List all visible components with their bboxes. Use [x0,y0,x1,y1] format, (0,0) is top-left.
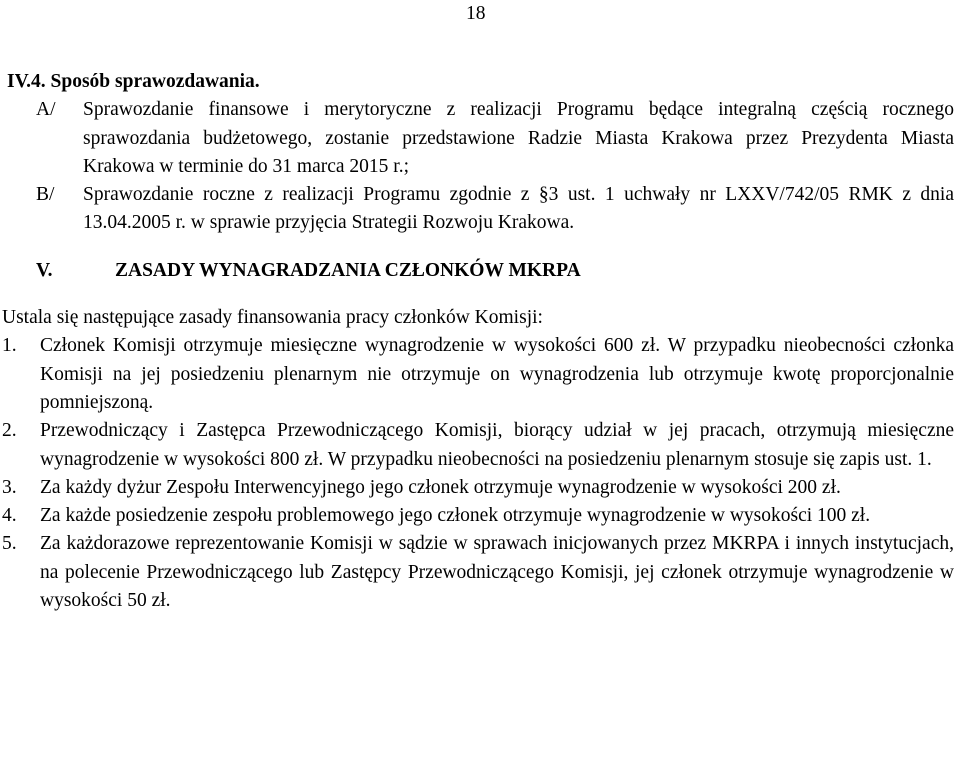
section-v-item-5 [2,530,954,615]
item-text: Za każdy dyżur Zespołu Interwencyjnego jego członek otrzymuje wynagrodzenie w wysokości 200 zł. [40,476,841,498]
item-marker: B/ [36,184,55,206]
section-v-item-1 [2,332,954,417]
section-v-marker: V. [36,259,53,281]
section-v-title: ZASADY WYNAGRADZANIA CZŁONKÓW MKRPA [115,259,581,281]
item-marker: 2. [2,420,17,442]
section-v-item-3 [2,474,954,502]
section-iv-item-a [36,96,954,181]
item-text: Sprawozdanie finansowe i merytoryczne z realizacji Programu będące integralną częścią rocznego sprawozdania budżetowego, zostanie przedstawione Radzie Miasta Krakowa przez Prezydenta Miasta Krakowa w terminie do 31 marca 2015 r.; [83,99,954,177]
document-body [2,68,954,615]
section-v-heading [36,257,954,285]
item-text: Za każdorazowe reprezentowanie Komisji w sądzie w sprawach inicjowanych przez MKRPA i innych instytucjach, na polecenie Przewodniczącego lub Zastępcy Przewodniczącego Komisji, jej członek otrzymuje wynagrodzenie w wysokości 50 zł. [40,533,954,612]
item-text: Przewodniczący i Zastępca Przewodniczącego Komisji, biorący udział w jej pracach, otrzymują miesięczne wynagrodzenie w wysokości 800 zł. W przypadku nieobecności na posiedzeniu plenarnym stosuje się zapis ust. 1. [40,420,954,470]
section-v-intro: Ustala się następujące zasady finansowania pracy członków Komisji: [2,307,543,329]
item-text: Sprawozdanie roczne z realizacji Programu zgodnie z §3 ust. 1 uchwały nr LXXV/742/05 RMK z dnia 13.04.2005 r. w sprawie przyjęcia Strategii Rozwoju Krakowa. [83,184,954,234]
page-number: 18 [466,3,486,24]
item-marker: 1. [2,335,17,357]
item-marker: 4. [2,505,17,527]
item-text: Członek Komisji otrzymuje miesięczne wynagrodzenie w wysokości 600 zł. W przypadku nieobecności członka Komisji na jej posiedzeniu plenarnym nie otrzymuje on wynagrodzenia lub otrzymuje kwotę proporcjonalnie pomniejszoną. [40,335,954,413]
section-iv-item-b [36,181,954,238]
item-text: Za każde posiedzenie zespołu problemowego jego członek otrzymuje wynagrodzenie w wysokości 100 zł. [40,505,871,527]
section-iv-heading: IV.4. Sposób sprawozdawania. [7,71,260,92]
item-marker: A/ [36,99,56,121]
item-marker: 3. [2,476,17,498]
item-marker: 5. [2,533,17,555]
section-v-item-4 [2,502,954,530]
section-v-item-2 [2,417,954,474]
